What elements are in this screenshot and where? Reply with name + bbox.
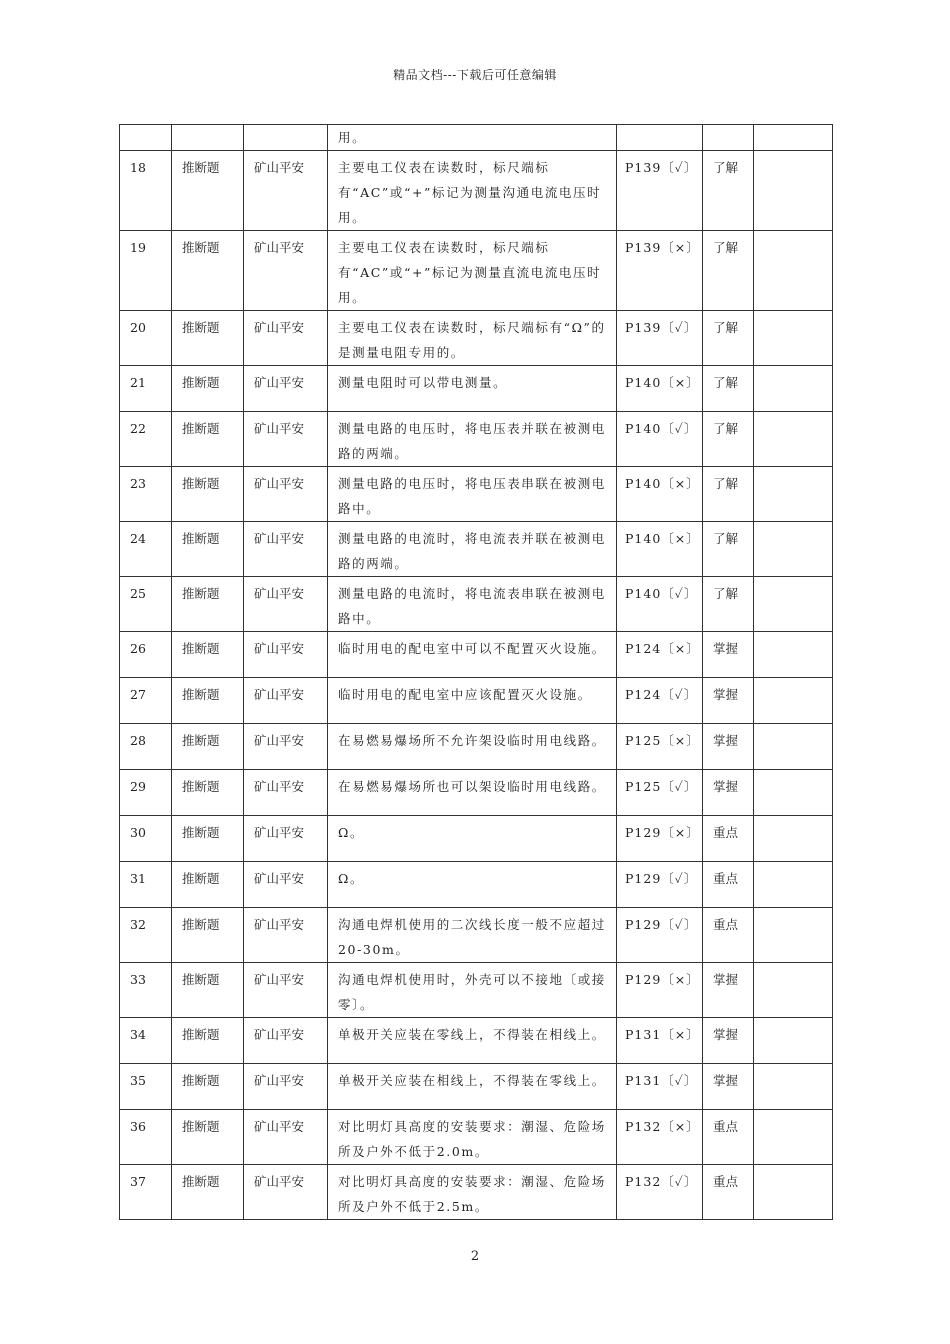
answer-cell: P139〔✓〕	[617, 151, 703, 231]
level-cell: 掌握	[703, 724, 754, 770]
category-cell: 矿山平安	[244, 231, 328, 311]
extra-cell	[754, 125, 833, 151]
question-number-cell: 35	[120, 1064, 172, 1110]
extra-cell	[754, 412, 833, 467]
extra-cell	[754, 908, 833, 963]
extra-cell	[754, 816, 833, 862]
question-type-cell: 推断题	[172, 366, 244, 412]
category-cell: 矿山平安	[244, 678, 328, 724]
table-row	[120, 467, 833, 522]
question-text-cell: 测量电阻时可以带电测量。	[328, 366, 617, 412]
category-cell: 矿山平安	[244, 522, 328, 577]
table-row	[120, 724, 833, 770]
question-type-cell: 推断题	[172, 467, 244, 522]
answer-cell: P140〔✓〕	[617, 412, 703, 467]
question-number-cell: 24	[120, 522, 172, 577]
table-row	[120, 1018, 833, 1064]
extra-cell	[754, 522, 833, 577]
question-text-cell: 沟通电焊机使用时，外壳可以不接地〔或接零〕。	[328, 963, 617, 1018]
answer-cell: P140〔×〕	[617, 522, 703, 577]
question-number-cell: 28	[120, 724, 172, 770]
table-row	[120, 412, 833, 467]
question-text-cell: 主要电工仪表在读数时，标尺端标有“AC”或“+”标记为测量沟通电流电压时用。	[328, 151, 617, 231]
question-number-cell: 19	[120, 231, 172, 311]
question-text-cell: 沟通电焊机使用的二次线长度一般不应超过20-30m。	[328, 908, 617, 963]
question-text-cell: 主要电工仪表在读数时，标尺端标有“Ω”的是测量电阻专用的。	[328, 311, 617, 366]
category-cell: 矿山平安	[244, 963, 328, 1018]
question-number-cell: 36	[120, 1110, 172, 1165]
category-cell: 矿山平安	[244, 1110, 328, 1165]
question-number-cell	[120, 125, 172, 151]
question-table	[119, 124, 833, 1220]
question-type-cell: 推断题	[172, 412, 244, 467]
question-number-cell: 21	[120, 366, 172, 412]
category-cell: 矿山平安	[244, 862, 328, 908]
extra-cell	[754, 963, 833, 1018]
question-type-cell: 推断题	[172, 151, 244, 231]
level-cell: 了解	[703, 366, 754, 412]
answer-cell: P140〔×〕	[617, 467, 703, 522]
question-number-cell: 22	[120, 412, 172, 467]
extra-cell	[754, 1018, 833, 1064]
level-cell: 了解	[703, 151, 754, 231]
level-cell: 掌握	[703, 1018, 754, 1064]
question-text-cell: 单极开关应装在零线上，不得装在相线上。	[328, 1018, 617, 1064]
question-number-cell: 25	[120, 577, 172, 632]
question-text-cell: 对比明灯具高度的安装要求：潮湿、危险场所及户外不低于2.5m。	[328, 1165, 617, 1220]
answer-cell: P139〔✓〕	[617, 311, 703, 366]
table-row	[120, 770, 833, 816]
level-cell: 掌握	[703, 1064, 754, 1110]
question-text-cell: 临时用电的配电室中可以不配置灭火设施。	[328, 632, 617, 678]
question-type-cell: 推断题	[172, 1110, 244, 1165]
question-type-cell: 推断题	[172, 816, 244, 862]
answer-cell: P125〔×〕	[617, 724, 703, 770]
level-cell: 了解	[703, 311, 754, 366]
level-cell: 了解	[703, 467, 754, 522]
answer-cell: P129〔✓〕	[617, 908, 703, 963]
question-text-cell: 测量电路的电压时，将电压表串联在被测电路中。	[328, 467, 617, 522]
category-cell: 矿山平安	[244, 467, 328, 522]
question-number-cell: 32	[120, 908, 172, 963]
answer-cell: P131〔✓〕	[617, 1064, 703, 1110]
extra-cell	[754, 862, 833, 908]
level-cell: 重点	[703, 816, 754, 862]
category-cell: 矿山平安	[244, 724, 328, 770]
level-cell: 了解	[703, 522, 754, 577]
table-row	[120, 366, 833, 412]
question-type-cell: 推断题	[172, 678, 244, 724]
table-row	[120, 816, 833, 862]
question-number-cell: 27	[120, 678, 172, 724]
question-text-cell: 临时用电的配电室中应该配置灭火设施。	[328, 678, 617, 724]
table-row	[120, 311, 833, 366]
level-cell: 掌握	[703, 963, 754, 1018]
answer-cell: P132〔×〕	[617, 1110, 703, 1165]
table-row	[120, 577, 833, 632]
extra-cell	[754, 1165, 833, 1220]
question-number-cell: 31	[120, 862, 172, 908]
question-text-cell: 用。	[328, 125, 617, 151]
question-text-cell: 在易燃易爆场所也可以架设临时用电线路。	[328, 770, 617, 816]
category-cell: 矿山平安	[244, 816, 328, 862]
answer-cell: P139〔×〕	[617, 231, 703, 311]
extra-cell	[754, 577, 833, 632]
answer-cell: P129〔✓〕	[617, 862, 703, 908]
question-number-cell: 30	[120, 816, 172, 862]
question-type-cell: 推断题	[172, 1018, 244, 1064]
question-text-cell: 测量电路的电流时，将电流表串联在被测电路中。	[328, 577, 617, 632]
question-number-cell: 23	[120, 467, 172, 522]
table-row	[120, 678, 833, 724]
level-cell: 重点	[703, 1165, 754, 1220]
extra-cell	[754, 366, 833, 412]
table-row	[120, 963, 833, 1018]
question-text-cell: 测量电路的电压时，将电压表并联在被测电路的两端。	[328, 412, 617, 467]
category-cell	[244, 125, 328, 151]
question-text-cell: 对比明灯具高度的安装要求：潮湿、危险场所及户外不低于2.0m。	[328, 1110, 617, 1165]
table-row	[120, 231, 833, 311]
question-text-cell: 单极开关应装在相线上，不得装在零线上。	[328, 1064, 617, 1110]
question-type-cell: 推断题	[172, 522, 244, 577]
question-number-cell: 18	[120, 151, 172, 231]
level-cell: 了解	[703, 412, 754, 467]
extra-cell	[754, 1064, 833, 1110]
page-header: 精品文档---下载后可任意编辑	[393, 68, 557, 82]
question-text-cell: 测量电路的电流时，将电流表并联在被测电路的两端。	[328, 522, 617, 577]
level-cell: 掌握	[703, 678, 754, 724]
question-type-cell: 推断题	[172, 908, 244, 963]
category-cell: 矿山平安	[244, 908, 328, 963]
answer-cell: P129〔×〕	[617, 816, 703, 862]
question-type-cell	[172, 125, 244, 151]
extra-cell	[754, 724, 833, 770]
level-cell: 重点	[703, 862, 754, 908]
question-text-cell: Ω。	[328, 862, 617, 908]
page-number: 2	[470, 1249, 480, 1264]
level-cell: 了解	[703, 577, 754, 632]
question-number-cell: 34	[120, 1018, 172, 1064]
answer-cell: P132〔✓〕	[617, 1165, 703, 1220]
question-type-cell: 推断题	[172, 311, 244, 366]
category-cell: 矿山平安	[244, 366, 328, 412]
question-number-cell: 20	[120, 311, 172, 366]
category-cell: 矿山平安	[244, 770, 328, 816]
question-type-cell: 推断题	[172, 770, 244, 816]
level-cell: 了解	[703, 231, 754, 311]
extra-cell	[754, 231, 833, 311]
question-type-cell: 推断题	[172, 231, 244, 311]
answer-cell: P125〔✓〕	[617, 770, 703, 816]
answer-cell: P131〔×〕	[617, 1018, 703, 1064]
category-cell: 矿山平安	[244, 632, 328, 678]
question-text-cell: Ω。	[328, 816, 617, 862]
level-cell: 重点	[703, 908, 754, 963]
question-type-cell: 推断题	[172, 632, 244, 678]
extra-cell	[754, 632, 833, 678]
answer-cell: P124〔✓〕	[617, 678, 703, 724]
question-text-cell: 在易燃易爆场所不允许架设临时用电线路。	[328, 724, 617, 770]
extra-cell	[754, 678, 833, 724]
level-cell	[703, 125, 754, 151]
extra-cell	[754, 151, 833, 231]
answer-cell: P140〔×〕	[617, 366, 703, 412]
extra-cell	[754, 311, 833, 366]
question-type-cell: 推断题	[172, 577, 244, 632]
level-cell: 掌握	[703, 632, 754, 678]
question-type-cell: 推断题	[172, 862, 244, 908]
table-row	[120, 632, 833, 678]
category-cell: 矿山平安	[244, 1064, 328, 1110]
question-number-cell: 26	[120, 632, 172, 678]
extra-cell	[754, 1110, 833, 1165]
answer-cell	[617, 125, 703, 151]
category-cell: 矿山平安	[244, 412, 328, 467]
extra-cell	[754, 467, 833, 522]
question-type-cell: 推断题	[172, 963, 244, 1018]
answer-cell: P140〔✓〕	[617, 577, 703, 632]
table-row	[120, 1165, 833, 1220]
category-cell: 矿山平安	[244, 311, 328, 366]
question-table-body	[120, 125, 833, 1220]
table-row	[120, 1064, 833, 1110]
table-row	[120, 862, 833, 908]
level-cell: 重点	[703, 1110, 754, 1165]
question-type-cell: 推断题	[172, 724, 244, 770]
category-cell: 矿山平安	[244, 1165, 328, 1220]
question-text-cell: 主要电工仪表在读数时，标尺端标有“AC”或“+”标记为测量直流电流电压时用。	[328, 231, 617, 311]
category-cell: 矿山平安	[244, 151, 328, 231]
category-cell: 矿山平安	[244, 577, 328, 632]
question-number-cell: 29	[120, 770, 172, 816]
table-row	[120, 1110, 833, 1165]
answer-cell: P124〔×〕	[617, 632, 703, 678]
table-row	[120, 522, 833, 577]
extra-cell	[754, 770, 833, 816]
table-row	[120, 125, 833, 151]
question-number-cell: 33	[120, 963, 172, 1018]
level-cell: 掌握	[703, 770, 754, 816]
table-row	[120, 908, 833, 963]
question-number-cell: 37	[120, 1165, 172, 1220]
category-cell: 矿山平安	[244, 1018, 328, 1064]
table-row	[120, 151, 833, 231]
question-type-cell: 推断题	[172, 1064, 244, 1110]
question-type-cell: 推断题	[172, 1165, 244, 1220]
answer-cell: P129〔×〕	[617, 963, 703, 1018]
